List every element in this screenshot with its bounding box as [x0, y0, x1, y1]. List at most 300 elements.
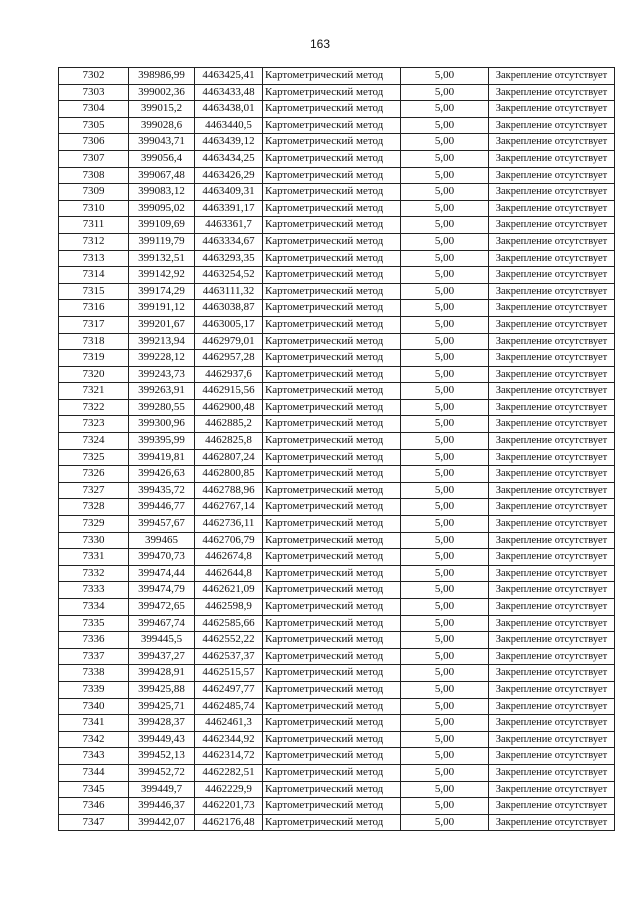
fixing-cell: Закрепление отсутствует	[489, 599, 615, 616]
table-row	[59, 68, 615, 85]
point-number-cell: 7343	[59, 748, 129, 765]
point-number-cell: 7328	[59, 499, 129, 516]
method-cell: Картометрический метод	[263, 101, 401, 118]
method-cell: Картометрический метод	[263, 316, 401, 333]
fixing-cell: Закрепление отсутствует	[489, 200, 615, 217]
y-coordinate-cell: 4462598,9	[195, 599, 263, 616]
table-row	[59, 814, 615, 831]
error-cell: 5,00	[401, 781, 489, 798]
error-cell: 5,00	[401, 748, 489, 765]
error-cell: 5,00	[401, 333, 489, 350]
fixing-cell: Закрепление отсутствует	[489, 383, 615, 400]
y-coordinate-cell: 4462706,79	[195, 532, 263, 549]
error-cell: 5,00	[401, 532, 489, 549]
x-coordinate-cell: 399425,71	[129, 698, 195, 715]
point-number-cell: 7335	[59, 615, 129, 632]
method-cell: Картометрический метод	[263, 350, 401, 367]
error-cell: 5,00	[401, 399, 489, 416]
y-coordinate-cell: 4462644,8	[195, 565, 263, 582]
error-cell: 5,00	[401, 466, 489, 483]
method-cell: Картометрический метод	[263, 68, 401, 85]
fixing-cell: Закрепление отсутствует	[489, 267, 615, 284]
point-number-cell: 7332	[59, 565, 129, 582]
x-coordinate-cell: 399428,91	[129, 665, 195, 682]
fixing-cell: Закрепление отсутствует	[489, 549, 615, 566]
x-coordinate-cell: 399452,72	[129, 764, 195, 781]
table-row	[59, 764, 615, 781]
x-coordinate-cell: 399445,5	[129, 632, 195, 649]
point-number-cell: 7322	[59, 399, 129, 416]
method-cell: Картометрический метод	[263, 134, 401, 151]
y-coordinate-cell: 4462515,57	[195, 665, 263, 682]
error-cell: 5,00	[401, 267, 489, 284]
table-row	[59, 516, 615, 533]
fixing-cell: Закрепление отсутствует	[489, 167, 615, 184]
method-cell: Картометрический метод	[263, 731, 401, 748]
table-row	[59, 499, 615, 516]
x-coordinate-cell: 399213,94	[129, 333, 195, 350]
x-coordinate-cell: 399280,55	[129, 399, 195, 416]
x-coordinate-cell: 399300,96	[129, 416, 195, 433]
method-cell: Картометрический метод	[263, 681, 401, 698]
table-row	[59, 433, 615, 450]
x-coordinate-cell: 399425,88	[129, 681, 195, 698]
method-cell: Картометрический метод	[263, 482, 401, 499]
table-row	[59, 715, 615, 732]
point-number-cell: 7317	[59, 316, 129, 333]
table-row	[59, 233, 615, 250]
method-cell: Картометрический метод	[263, 715, 401, 732]
table-row	[59, 300, 615, 317]
fixing-cell: Закрепление отсутствует	[489, 648, 615, 665]
point-number-cell: 7327	[59, 482, 129, 499]
point-number-cell: 7324	[59, 433, 129, 450]
y-coordinate-cell: 4463438,01	[195, 101, 263, 118]
method-cell: Картометрический метод	[263, 217, 401, 234]
error-cell: 5,00	[401, 516, 489, 533]
fixing-cell: Закрепление отсутствует	[489, 350, 615, 367]
y-coordinate-cell: 4462800,85	[195, 466, 263, 483]
coordinates-table	[58, 67, 615, 831]
y-coordinate-cell: 4462900,48	[195, 399, 263, 416]
y-coordinate-cell: 4462485,74	[195, 698, 263, 715]
y-coordinate-cell: 4463005,17	[195, 316, 263, 333]
table-row	[59, 167, 615, 184]
error-cell: 5,00	[401, 433, 489, 450]
error-cell: 5,00	[401, 565, 489, 582]
table-row	[59, 84, 615, 101]
method-cell: Картометрический метод	[263, 150, 401, 167]
x-coordinate-cell: 399457,67	[129, 516, 195, 533]
table-row	[59, 184, 615, 201]
fixing-cell: Закрепление отсутствует	[489, 233, 615, 250]
point-number-cell: 7319	[59, 350, 129, 367]
fixing-cell: Закрепление отсутствует	[489, 466, 615, 483]
fixing-cell: Закрепление отсутствует	[489, 101, 615, 118]
table-row	[59, 416, 615, 433]
table-row	[59, 117, 615, 134]
y-coordinate-cell: 4462497,77	[195, 681, 263, 698]
error-cell: 5,00	[401, 283, 489, 300]
x-coordinate-cell: 399395,99	[129, 433, 195, 450]
error-cell: 5,00	[401, 217, 489, 234]
page-number: 163	[309, 37, 331, 51]
table-row	[59, 798, 615, 815]
table-row	[59, 665, 615, 682]
point-number-cell: 7321	[59, 383, 129, 400]
method-cell: Картометрический метод	[263, 532, 401, 549]
point-number-cell: 7326	[59, 466, 129, 483]
y-coordinate-cell: 4462807,24	[195, 449, 263, 466]
error-cell: 5,00	[401, 366, 489, 383]
method-cell: Картометрический метод	[263, 399, 401, 416]
method-cell: Картометрический метод	[263, 283, 401, 300]
method-cell: Картометрический метод	[263, 499, 401, 516]
fixing-cell: Закрепление отсутствует	[489, 582, 615, 599]
point-number-cell: 7308	[59, 167, 129, 184]
point-number-cell: 7347	[59, 814, 129, 831]
y-coordinate-cell: 4463391,17	[195, 200, 263, 217]
method-cell: Картометрический метод	[263, 565, 401, 582]
fixing-cell: Закрепление отсутствует	[489, 250, 615, 267]
coordinates-table-body	[59, 68, 615, 831]
fixing-cell: Закрепление отсутствует	[489, 117, 615, 134]
error-cell: 5,00	[401, 250, 489, 267]
method-cell: Картометрический метод	[263, 549, 401, 566]
y-coordinate-cell: 4462621,09	[195, 582, 263, 599]
error-cell: 5,00	[401, 764, 489, 781]
x-coordinate-cell: 399435,72	[129, 482, 195, 499]
error-cell: 5,00	[401, 582, 489, 599]
fixing-cell: Закрепление отсутствует	[489, 681, 615, 698]
method-cell: Картометрический метод	[263, 184, 401, 201]
method-cell: Картометрический метод	[263, 366, 401, 383]
fixing-cell: Закрепление отсутствует	[489, 532, 615, 549]
x-coordinate-cell: 399067,48	[129, 167, 195, 184]
point-number-cell: 7331	[59, 549, 129, 566]
error-cell: 5,00	[401, 632, 489, 649]
y-coordinate-cell: 4462229,9	[195, 781, 263, 798]
y-coordinate-cell: 4463409,31	[195, 184, 263, 201]
x-coordinate-cell: 399002,36	[129, 84, 195, 101]
error-cell: 5,00	[401, 482, 489, 499]
fixing-cell: Закрепление отсутствует	[489, 316, 615, 333]
table-row	[59, 250, 615, 267]
y-coordinate-cell: 4462552,22	[195, 632, 263, 649]
point-number-cell: 7334	[59, 599, 129, 616]
y-coordinate-cell: 4463434,25	[195, 150, 263, 167]
method-cell: Картометрический метод	[263, 599, 401, 616]
method-cell: Картометрический метод	[263, 433, 401, 450]
x-coordinate-cell: 399201,67	[129, 316, 195, 333]
x-coordinate-cell: 399426,63	[129, 466, 195, 483]
y-coordinate-cell: 4462461,3	[195, 715, 263, 732]
table-row	[59, 134, 615, 151]
fixing-cell: Закрепление отсутствует	[489, 68, 615, 85]
point-number-cell: 7314	[59, 267, 129, 284]
fixing-cell: Закрепление отсутствует	[489, 283, 615, 300]
y-coordinate-cell: 4462885,2	[195, 416, 263, 433]
point-number-cell: 7345	[59, 781, 129, 798]
y-coordinate-cell: 4462915,56	[195, 383, 263, 400]
method-cell: Картометрический метод	[263, 798, 401, 815]
error-cell: 5,00	[401, 150, 489, 167]
table-row	[59, 449, 615, 466]
y-coordinate-cell: 4462937,6	[195, 366, 263, 383]
error-cell: 5,00	[401, 233, 489, 250]
error-cell: 5,00	[401, 200, 489, 217]
method-cell: Картометрический метод	[263, 300, 401, 317]
fixing-cell: Закрепление отсутствует	[489, 433, 615, 450]
y-coordinate-cell: 4463334,67	[195, 233, 263, 250]
method-cell: Картометрический метод	[263, 167, 401, 184]
y-coordinate-cell: 4463433,48	[195, 84, 263, 101]
point-number-cell: 7336	[59, 632, 129, 649]
method-cell: Картометрический метод	[263, 250, 401, 267]
table-row	[59, 648, 615, 665]
point-number-cell: 7338	[59, 665, 129, 682]
x-coordinate-cell: 399191,12	[129, 300, 195, 317]
method-cell: Картометрический метод	[263, 383, 401, 400]
fixing-cell: Закрепление отсутствует	[489, 217, 615, 234]
fixing-cell: Закрепление отсутствует	[489, 184, 615, 201]
error-cell: 5,00	[401, 549, 489, 566]
point-number-cell: 7341	[59, 715, 129, 732]
error-cell: 5,00	[401, 416, 489, 433]
x-coordinate-cell: 399446,77	[129, 499, 195, 516]
fixing-cell: Закрепление отсутствует	[489, 333, 615, 350]
error-cell: 5,00	[401, 681, 489, 698]
y-coordinate-cell: 4463111,32	[195, 283, 263, 300]
point-number-cell: 7329	[59, 516, 129, 533]
x-coordinate-cell: 399095,02	[129, 200, 195, 217]
fixing-cell: Закрепление отсутствует	[489, 300, 615, 317]
error-cell: 5,00	[401, 101, 489, 118]
table-row	[59, 350, 615, 367]
x-coordinate-cell: 399228,12	[129, 350, 195, 367]
y-coordinate-cell: 4462282,51	[195, 764, 263, 781]
fixing-cell: Закрепление отсутствует	[489, 665, 615, 682]
x-coordinate-cell: 399043,71	[129, 134, 195, 151]
y-coordinate-cell: 4462825,8	[195, 433, 263, 450]
error-cell: 5,00	[401, 350, 489, 367]
y-coordinate-cell: 4463440,5	[195, 117, 263, 134]
point-number-cell: 7312	[59, 233, 129, 250]
point-number-cell: 7346	[59, 798, 129, 815]
table-row	[59, 150, 615, 167]
error-cell: 5,00	[401, 731, 489, 748]
x-coordinate-cell: 399472,65	[129, 599, 195, 616]
method-cell: Картометрический метод	[263, 84, 401, 101]
point-number-cell: 7339	[59, 681, 129, 698]
y-coordinate-cell: 4462736,11	[195, 516, 263, 533]
fixing-cell: Закрепление отсутствует	[489, 798, 615, 815]
y-coordinate-cell: 4462201,73	[195, 798, 263, 815]
point-number-cell: 7302	[59, 68, 129, 85]
table-row	[59, 615, 615, 632]
x-coordinate-cell: 399263,91	[129, 383, 195, 400]
y-coordinate-cell: 4462674,8	[195, 549, 263, 566]
x-coordinate-cell: 399419,81	[129, 449, 195, 466]
point-number-cell: 7306	[59, 134, 129, 151]
error-cell: 5,00	[401, 615, 489, 632]
table-row	[59, 399, 615, 416]
fixing-cell: Закрепление отсутствует	[489, 715, 615, 732]
point-number-cell: 7315	[59, 283, 129, 300]
x-coordinate-cell: 399015,2	[129, 101, 195, 118]
error-cell: 5,00	[401, 648, 489, 665]
table-row	[59, 366, 615, 383]
fixing-cell: Закрепление отсутствует	[489, 748, 615, 765]
point-number-cell: 7325	[59, 449, 129, 466]
table-row	[59, 101, 615, 118]
y-coordinate-cell: 4462176,48	[195, 814, 263, 831]
table-row	[59, 217, 615, 234]
x-coordinate-cell: 399437,27	[129, 648, 195, 665]
table-row	[59, 582, 615, 599]
method-cell: Картометрический метод	[263, 698, 401, 715]
fixing-cell: Закрепление отсутствует	[489, 615, 615, 632]
fixing-cell: Закрепление отсутствует	[489, 84, 615, 101]
error-cell: 5,00	[401, 300, 489, 317]
table-row	[59, 316, 615, 333]
y-coordinate-cell: 4462585,66	[195, 615, 263, 632]
method-cell: Картометрический метод	[263, 781, 401, 798]
point-number-cell: 7311	[59, 217, 129, 234]
x-coordinate-cell: 399119,79	[129, 233, 195, 250]
fixing-cell: Закрепление отсутствует	[489, 499, 615, 516]
error-cell: 5,00	[401, 184, 489, 201]
fixing-cell: Закрепление отсутствует	[489, 482, 615, 499]
error-cell: 5,00	[401, 134, 489, 151]
point-number-cell: 7323	[59, 416, 129, 433]
method-cell: Картометрический метод	[263, 814, 401, 831]
fixing-cell: Закрепление отсутствует	[489, 781, 615, 798]
table-row	[59, 731, 615, 748]
point-number-cell: 7344	[59, 764, 129, 781]
x-coordinate-cell: 399428,37	[129, 715, 195, 732]
fixing-cell: Закрепление отсутствует	[489, 516, 615, 533]
y-coordinate-cell: 4463361,7	[195, 217, 263, 234]
error-cell: 5,00	[401, 84, 489, 101]
point-number-cell: 7307	[59, 150, 129, 167]
y-coordinate-cell: 4463426,29	[195, 167, 263, 184]
method-cell: Картометрический метод	[263, 764, 401, 781]
point-number-cell: 7309	[59, 184, 129, 201]
table-row	[59, 748, 615, 765]
error-cell: 5,00	[401, 499, 489, 516]
fixing-cell: Закрепление отсутствует	[489, 416, 615, 433]
error-cell: 5,00	[401, 715, 489, 732]
x-coordinate-cell: 399470,73	[129, 549, 195, 566]
x-coordinate-cell: 399109,69	[129, 217, 195, 234]
error-cell: 5,00	[401, 167, 489, 184]
error-cell: 5,00	[401, 117, 489, 134]
point-number-cell: 7305	[59, 117, 129, 134]
method-cell: Картометрический метод	[263, 200, 401, 217]
x-coordinate-cell: 399056,4	[129, 150, 195, 167]
x-coordinate-cell: 399465	[129, 532, 195, 549]
point-number-cell: 7310	[59, 200, 129, 217]
table-row	[59, 698, 615, 715]
table-row	[59, 466, 615, 483]
fixing-cell: Закрепление отсутствует	[489, 764, 615, 781]
x-coordinate-cell: 399174,29	[129, 283, 195, 300]
y-coordinate-cell: 4462788,96	[195, 482, 263, 499]
x-coordinate-cell: 399442,07	[129, 814, 195, 831]
table-row	[59, 781, 615, 798]
x-coordinate-cell: 399028,6	[129, 117, 195, 134]
point-number-cell: 7313	[59, 250, 129, 267]
x-coordinate-cell: 399142,92	[129, 267, 195, 284]
method-cell: Картометрический метод	[263, 117, 401, 134]
x-coordinate-cell: 399474,79	[129, 582, 195, 599]
x-coordinate-cell: 399446,37	[129, 798, 195, 815]
y-coordinate-cell: 4463038,87	[195, 300, 263, 317]
error-cell: 5,00	[401, 798, 489, 815]
error-cell: 5,00	[401, 599, 489, 616]
fixing-cell: Закрепление отсутствует	[489, 632, 615, 649]
x-coordinate-cell: 399449,7	[129, 781, 195, 798]
error-cell: 5,00	[401, 316, 489, 333]
table-row	[59, 565, 615, 582]
fixing-cell: Закрепление отсутствует	[489, 366, 615, 383]
point-number-cell: 7304	[59, 101, 129, 118]
table-row	[59, 599, 615, 616]
method-cell: Картометрический метод	[263, 748, 401, 765]
fixing-cell: Закрепление отсутствует	[489, 565, 615, 582]
y-coordinate-cell: 4462537,37	[195, 648, 263, 665]
x-coordinate-cell: 399243,73	[129, 366, 195, 383]
point-number-cell: 7333	[59, 582, 129, 599]
y-coordinate-cell: 4463254,52	[195, 267, 263, 284]
y-coordinate-cell: 4462979,01	[195, 333, 263, 350]
point-number-cell: 7330	[59, 532, 129, 549]
error-cell: 5,00	[401, 698, 489, 715]
y-coordinate-cell: 4463439,12	[195, 134, 263, 151]
fixing-cell: Закрепление отсутствует	[489, 731, 615, 748]
method-cell: Картометрический метод	[263, 267, 401, 284]
point-number-cell: 7342	[59, 731, 129, 748]
table-row	[59, 482, 615, 499]
error-cell: 5,00	[401, 449, 489, 466]
method-cell: Картометрический метод	[263, 615, 401, 632]
y-coordinate-cell: 4462957,28	[195, 350, 263, 367]
error-cell: 5,00	[401, 814, 489, 831]
x-coordinate-cell: 399452,13	[129, 748, 195, 765]
x-coordinate-cell: 399449,43	[129, 731, 195, 748]
fixing-cell: Закрепление отсутствует	[489, 698, 615, 715]
method-cell: Картометрический метод	[263, 516, 401, 533]
x-coordinate-cell: 399083,12	[129, 184, 195, 201]
table-row	[59, 267, 615, 284]
y-coordinate-cell: 4462767,14	[195, 499, 263, 516]
fixing-cell: Закрепление отсутствует	[489, 814, 615, 831]
table-row	[59, 632, 615, 649]
method-cell: Картометрический метод	[263, 648, 401, 665]
point-number-cell: 7318	[59, 333, 129, 350]
x-coordinate-cell: 398986,99	[129, 68, 195, 85]
point-number-cell: 7303	[59, 84, 129, 101]
method-cell: Картометрический метод	[263, 466, 401, 483]
table-row	[59, 532, 615, 549]
table-row	[59, 383, 615, 400]
error-cell: 5,00	[401, 665, 489, 682]
table-row	[59, 681, 615, 698]
method-cell: Картометрический метод	[263, 449, 401, 466]
y-coordinate-cell: 4462344,92	[195, 731, 263, 748]
point-number-cell: 7340	[59, 698, 129, 715]
